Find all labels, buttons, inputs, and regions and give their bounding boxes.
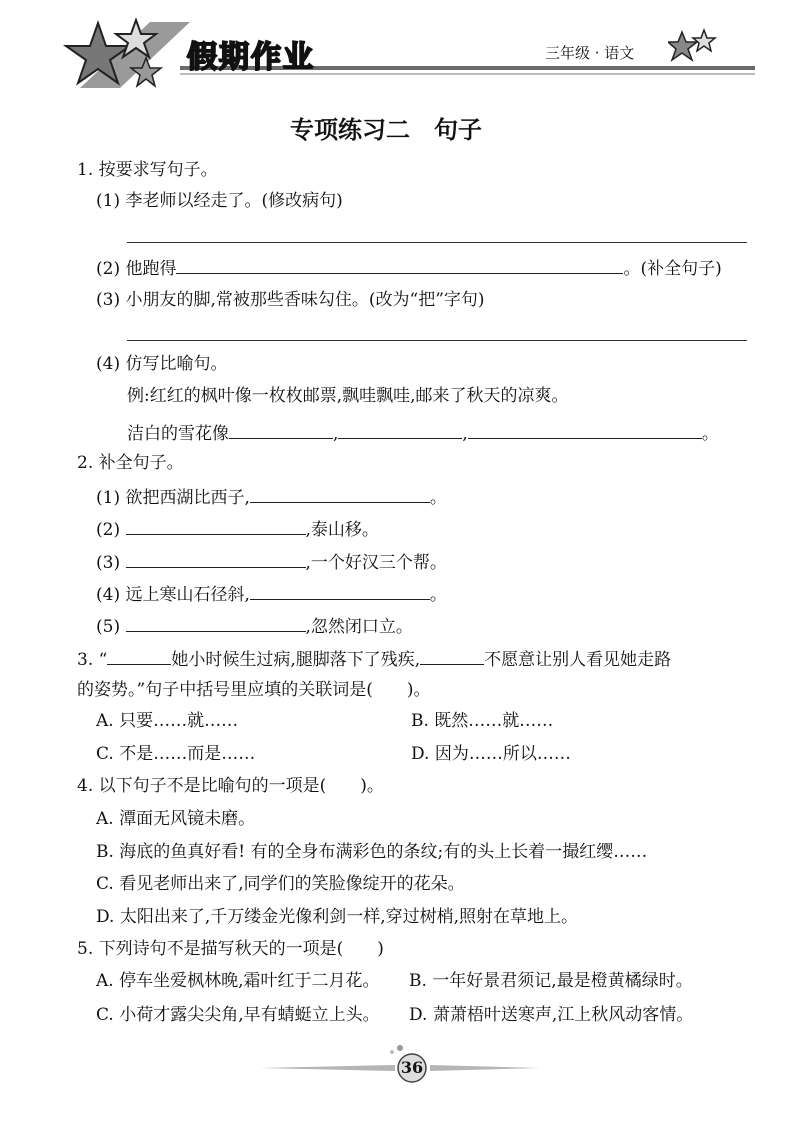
q1-sub2-blank — [176, 255, 623, 274]
q2-item-3-prefix: (3) — [96, 553, 121, 573]
q1-fill-comma-1: , — [333, 424, 339, 444]
q3-line1 — [77, 646, 671, 672]
header-title: 假期作业 — [187, 40, 315, 75]
q1-sub1-answer-line — [127, 242, 747, 243]
q1-fill-period: 。 — [701, 424, 719, 444]
q5-option-c: C. 小荷才露尖尖角,早有蜻蜓立上头。 — [96, 1005, 380, 1025]
q2-item-2 — [96, 516, 379, 542]
q2-item-1-prefix: (1) 欲把西湖比西子, — [96, 488, 250, 508]
q1-sub2-prefix: (2) 他跑得 — [96, 259, 177, 279]
q2-item-2-suffix: ,泰山移。 — [305, 520, 379, 540]
q5-option-a: A. 停车坐爱枫林晚,霜叶红于二月花。 — [96, 971, 380, 991]
section-title: 专项练习二 句子 — [290, 116, 482, 144]
q4-option-c: C. 看见老师出来了,同学们的笑脸像绽开的花朵。 — [96, 874, 465, 894]
q3-blank-1 — [107, 646, 171, 665]
q1-fill-prefix: 洁白的雪花像 — [127, 424, 229, 444]
q3-blank-2 — [420, 646, 484, 665]
q1-sub3: (3) 小朋友的脚,常被那些香味勾住。(改为“把”字句) — [96, 290, 485, 310]
q5-option-b: B. 一年好景君须记,最是橙黄橘绿时。 — [409, 971, 693, 991]
q3-mid: 她小时候生过病,腿脚落下了残疾, — [171, 650, 421, 670]
q2-item-1-suffix: 。 — [429, 488, 447, 508]
q2-item-1 — [96, 484, 447, 510]
q2-item-4-blank — [250, 581, 430, 600]
q2-item-1-blank — [250, 484, 430, 503]
q2-item-5-blank — [126, 613, 306, 632]
q2-item-2-prefix: (2) — [96, 520, 121, 540]
q3-option-d: D. 因为……所以…… — [411, 744, 571, 764]
q2-item-2-blank — [126, 516, 306, 535]
header — [0, 0, 800, 100]
q3-end: 不愿意让别人看见她走路 — [484, 650, 672, 670]
q1-title: 1. 按要求写句子。 — [77, 160, 218, 180]
q4-title: 4. 以下句子不是比喻句的一项是( )。 — [77, 776, 384, 796]
q2-item-5-suffix: ,忽然闭口立。 — [305, 617, 413, 637]
q2-item-5 — [96, 613, 413, 639]
q3-option-b: B. 既然……就…… — [411, 711, 554, 731]
q4-option-d: D. 太阳出来了,千万缕金光像利剑一样,穿过树梢,照射在草地上。 — [96, 907, 579, 927]
q1-sub2-suffix: 。(补全句子) — [623, 259, 722, 279]
star-cluster-left-icon — [58, 18, 168, 98]
q1-sub1: (1) 李老师以经走了。(修改病句) — [96, 191, 343, 211]
footer — [0, 1040, 800, 1100]
q2-item-3-blank — [126, 549, 306, 568]
q3-line2: 的姿势。”句子中括号里应填的关联词是( )。 — [77, 680, 431, 700]
q2-item-4-suffix: 。 — [429, 585, 447, 605]
q1-sub4: (4) 仿写比喻句。 — [96, 354, 228, 374]
q2-title: 2. 补全句子。 — [77, 453, 184, 473]
q2-item-4 — [96, 581, 447, 607]
q2-item-4-prefix: (4) 远上寒山石径斜, — [96, 585, 250, 605]
star-cluster-right-icon — [668, 28, 718, 68]
page-number: 36 — [400, 1058, 424, 1077]
q2-item-3 — [96, 549, 447, 575]
q1-sub2 — [96, 255, 722, 281]
q5-title: 5. 下列诗句不是描写秋天的一项是( ) — [77, 939, 384, 959]
q1-fill — [127, 420, 719, 446]
q1-sub3-answer-line — [127, 340, 747, 341]
grade-subject-label: 三年级 · 语文 — [545, 44, 635, 62]
q1-fill-blank-1 — [229, 420, 333, 439]
q3-option-a: A. 只要……就…… — [96, 711, 239, 731]
q4-option-a: A. 潭面无风镜未磨。 — [96, 809, 256, 829]
q5-option-d: D. 萧萧梧叶送寒声,江上秋风动客情。 — [409, 1005, 694, 1025]
q1-example: 例:红红的枫叶像一枚枚邮票,飘哇飘哇,邮来了秋天的凉爽。 — [127, 386, 569, 406]
q2-item-3-suffix: ,一个好汉三个帮。 — [305, 553, 447, 573]
q2-item-5-prefix: (5) — [96, 617, 121, 637]
q1-fill-blank-3 — [468, 420, 702, 439]
q4-option-b: B. 海底的鱼真好看! 有的全身布满彩色的条纹;有的头上长着一撮红缨…… — [96, 842, 648, 862]
q3-open: 3. “ — [77, 650, 108, 670]
q1-fill-comma-2: , — [462, 424, 468, 444]
q1-fill-blank-2 — [338, 420, 462, 439]
q3-option-c: C. 不是……而是…… — [96, 744, 256, 764]
